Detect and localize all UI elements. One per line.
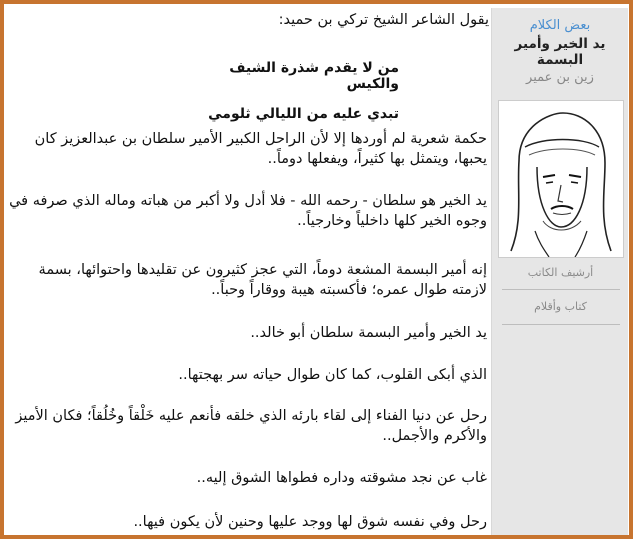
author-sidebar [491,8,628,537]
author-archive-link[interactable]: أرشيف الكاتب [527,266,594,279]
article-paragraph: إنه أمير البسمة المشعة دوماً، التي عجز كثيرون عن تقليدها واحتوائها، بسمة لازمته طوال عمره؛ فأكسبته هيبة ووقاراً وحباً.. [38,262,487,298]
author-portrait-sketch [499,101,623,257]
article-body [6,8,489,537]
article-paragraph: رحل عن دنيا الفناء إلى لقاء بارئه الذي خلقه فأنعم عليه خَلْقاً وخُلُقاً؛ فكان الأميز والأكرم والأجمل.. [15,408,487,444]
article-paragraph: غاب عن نجد مشوقته وداره فطواها الشوق إليه.. [196,470,487,486]
intro-line: يقول الشاعر الشيخ تركي بن حميد: [278,12,489,28]
verse-second-line: تبدي عليه من الليالي ثلومي [208,106,399,122]
article-paragraph: يد الخير هو سلطان - رحمه الله - فلا أدل ولا أكبر من هباته وماله الذي صرفه في وجوه الخير كلها داخلياً وخارجياً.. [9,193,487,229]
verse-first-line [229,60,399,92]
article-title: يد الخير وأمير البسمة [514,36,606,68]
verse-line-1: من لا يقدم شذرة الشيف [229,60,399,76]
article-paragraph: رحل وفي نفسه شوق لها ووجد عليها وحنين لأن يكون فيها.. [133,514,487,530]
article-paragraph: حكمة شعرية لم أوردها إلا لأن الراحل الكبير الأمير سلطان بن عبدالعزيز كان يحبها، ويتمثل بها كثيراً، ويفعلها دوماً.. [34,131,487,167]
article-paragraph: الذي أبكى القلوب، كما كان طوال حياته سر بهجتها.. [178,367,487,383]
verse-line-2: والكيس [346,76,399,92]
section-label: بعض الكلام [529,18,591,33]
author-portrait [498,100,624,258]
sidebar-divider [502,289,620,290]
writers-link[interactable]: كتاب وأقلام [534,300,587,313]
author-name: زين بن عمير [526,70,594,85]
sidebar-divider [502,324,620,325]
article-paragraph: يد الخير وأمير البسمة سلطان أبو خالد.. [250,325,487,341]
